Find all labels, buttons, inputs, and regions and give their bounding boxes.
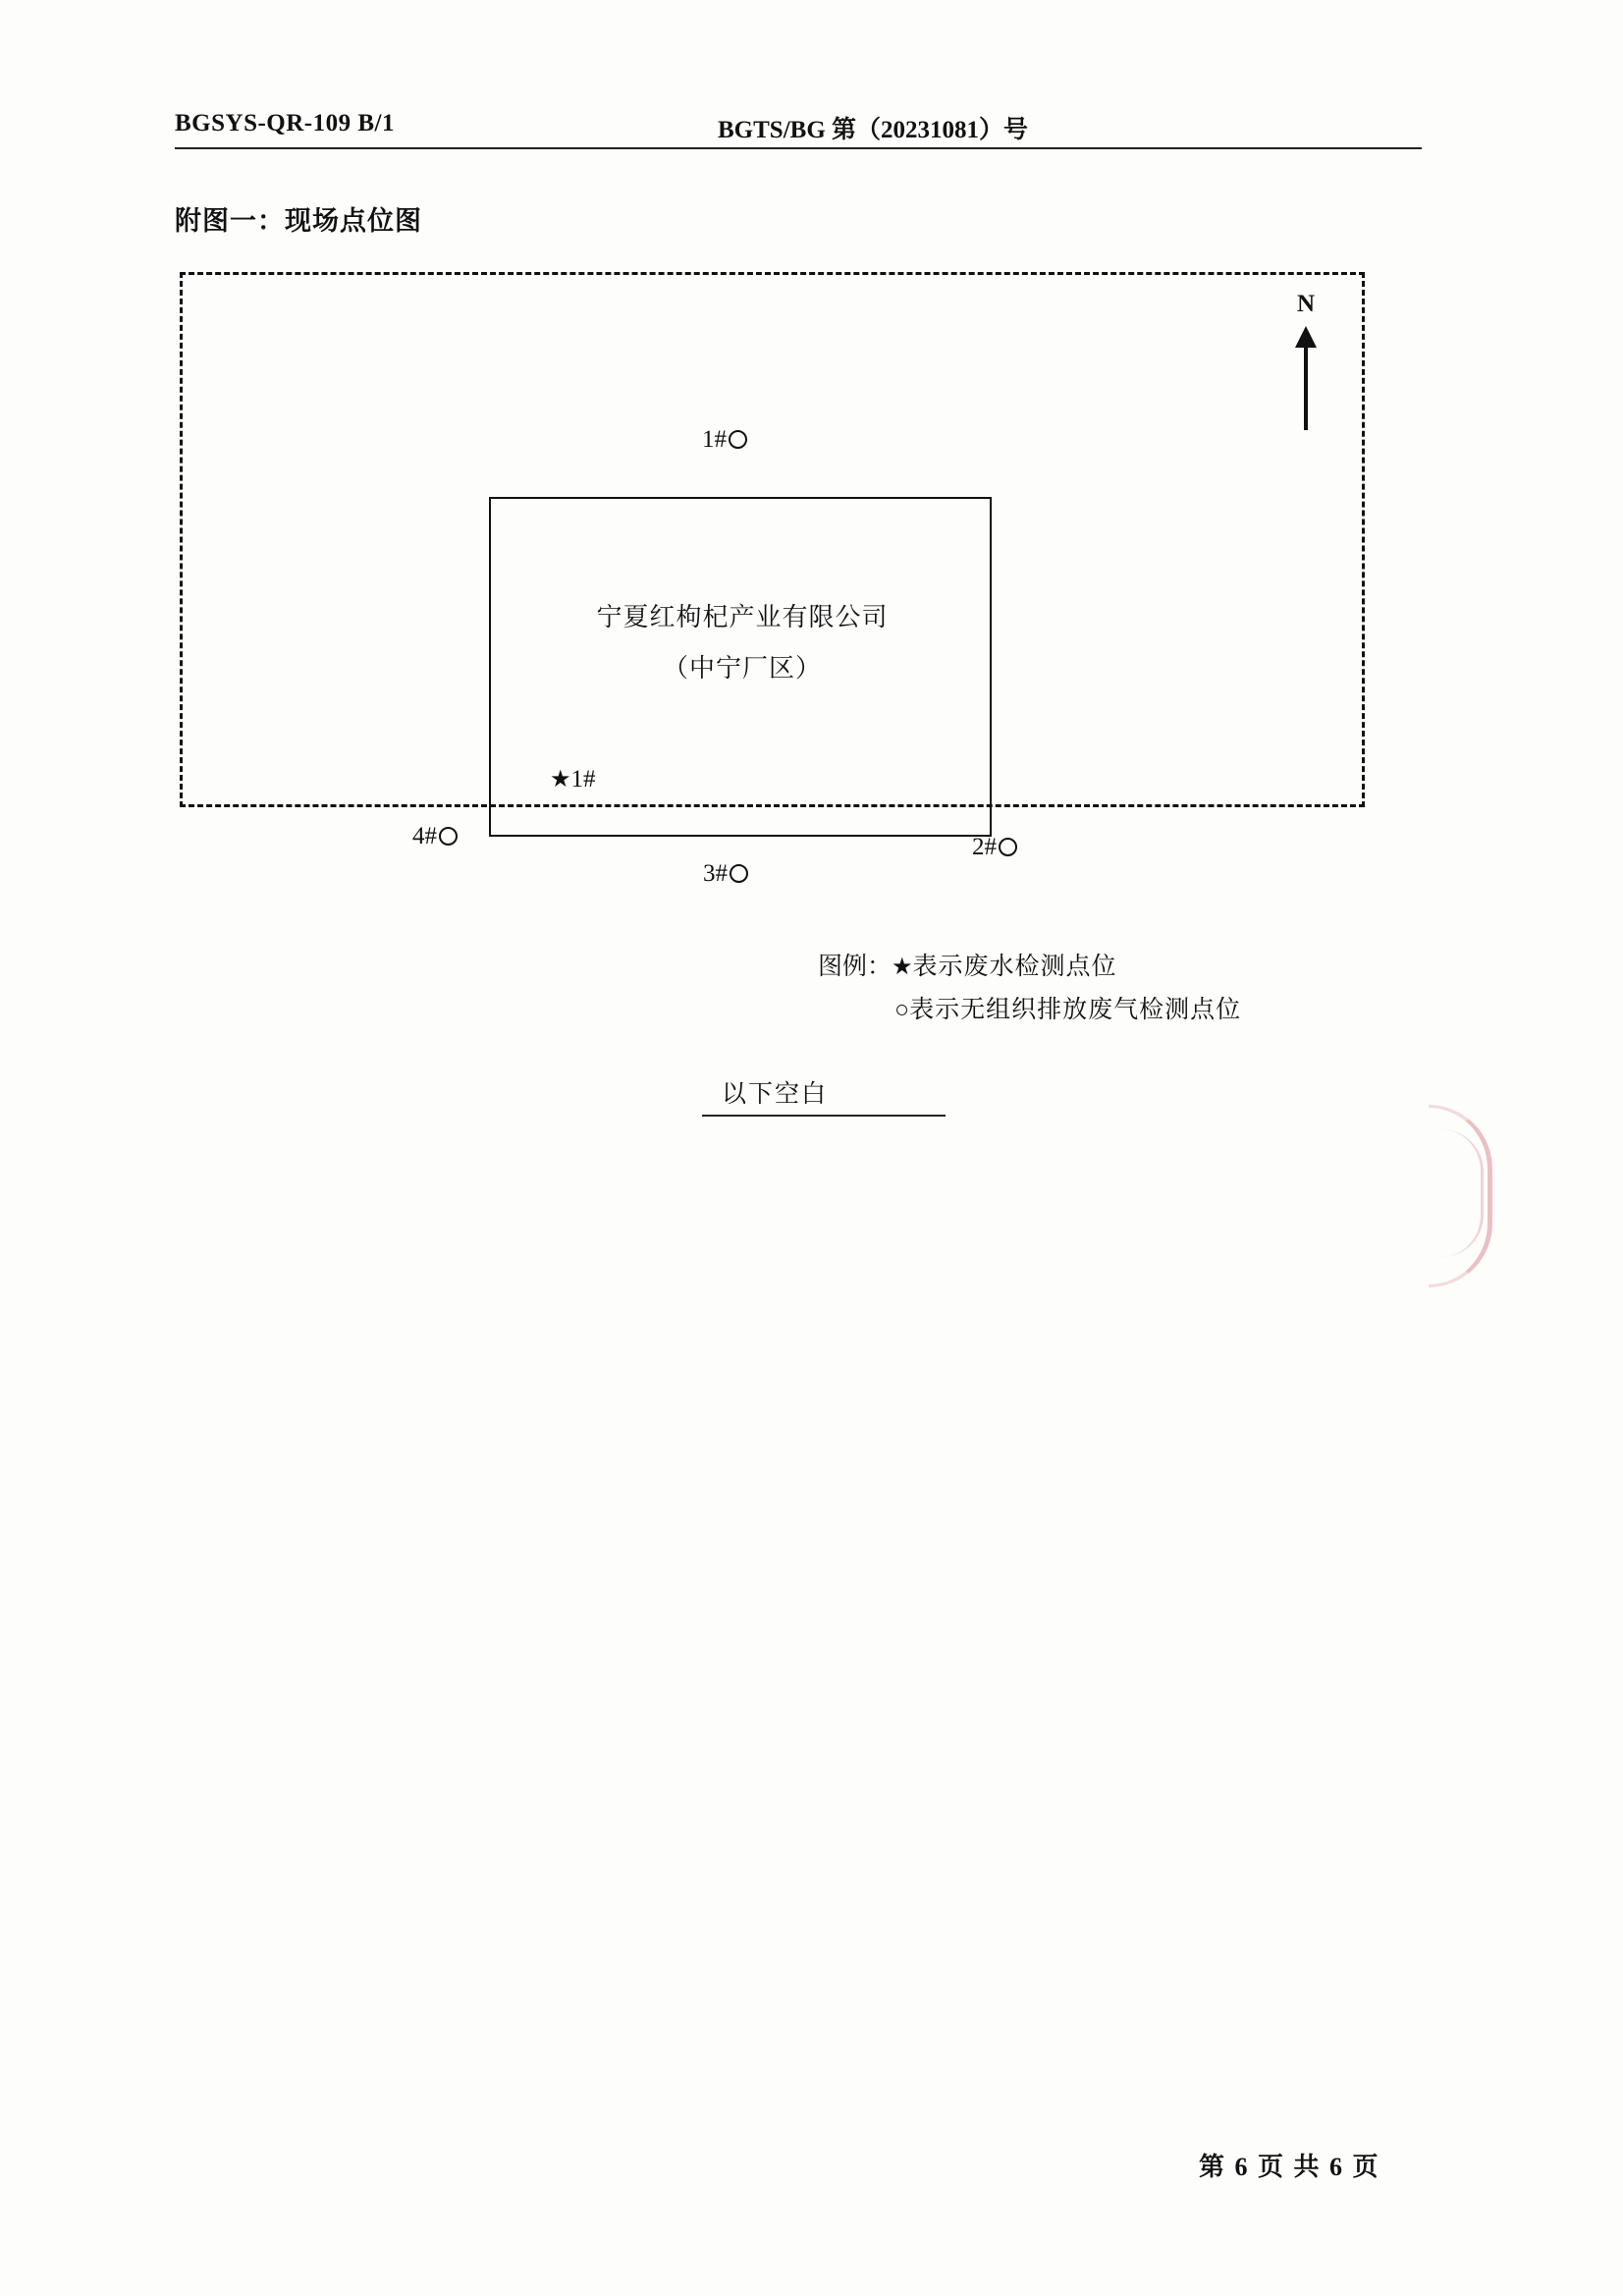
star-icon: ★ (550, 767, 571, 793)
legend-title: 图例： (818, 954, 893, 980)
monitor-point-wastewater (550, 766, 596, 793)
monitor-point-3 (703, 860, 748, 888)
form-code: BGSYS-QR-109 B/1 (175, 110, 396, 137)
blank-note-underline (702, 1115, 946, 1117)
north-arrow-icon (1276, 291, 1335, 438)
header-divider (175, 147, 1422, 149)
page-title: 附图一：现场点位图 (175, 206, 422, 236)
legend-row-exhaust (818, 989, 1241, 1032)
factory-name: 宁夏红枸杞产业有限公司 (596, 603, 889, 631)
stamp-mark-inner (1441, 1129, 1484, 1257)
monitor-point-wastewater-label: 1# (570, 766, 596, 793)
legend (818, 946, 1241, 1032)
factory-subtitle: （中宁厂区） (662, 654, 822, 683)
monitor-point-4-label: 4# (412, 823, 437, 849)
circle-icon (439, 827, 458, 846)
legend-row-wastewater (818, 946, 1241, 989)
stamp-mark (1429, 1105, 1492, 1287)
star-icon: ★ (892, 955, 913, 980)
legend-text-wastewater: 表示废水检测点位 (912, 954, 1117, 980)
legend-text-exhaust: 表示无组织排放废气检测点位 (909, 997, 1242, 1023)
circle-icon (999, 838, 1017, 856)
page-header (175, 110, 1422, 149)
north-label: N (1296, 291, 1316, 317)
report-number: BGTS/BG 第（20231081）号 (718, 117, 1029, 143)
page-footer: 第 6 页 共 6 页 (1199, 2153, 1380, 2181)
circle-glyph-icon: ○ (894, 997, 910, 1023)
circle-icon (730, 864, 748, 883)
monitor-point-2-label: 2# (972, 834, 997, 860)
monitor-point-1 (702, 426, 747, 454)
circle-icon (729, 430, 747, 449)
monitor-point-3-label: 3# (703, 860, 728, 887)
monitor-point-4 (412, 823, 458, 850)
monitor-point-2 (972, 834, 1017, 861)
monitor-point-1-label: 1# (702, 426, 727, 453)
blank-note: 以下空白 (722, 1081, 829, 1108)
north-arrow-shaft (1304, 342, 1308, 430)
